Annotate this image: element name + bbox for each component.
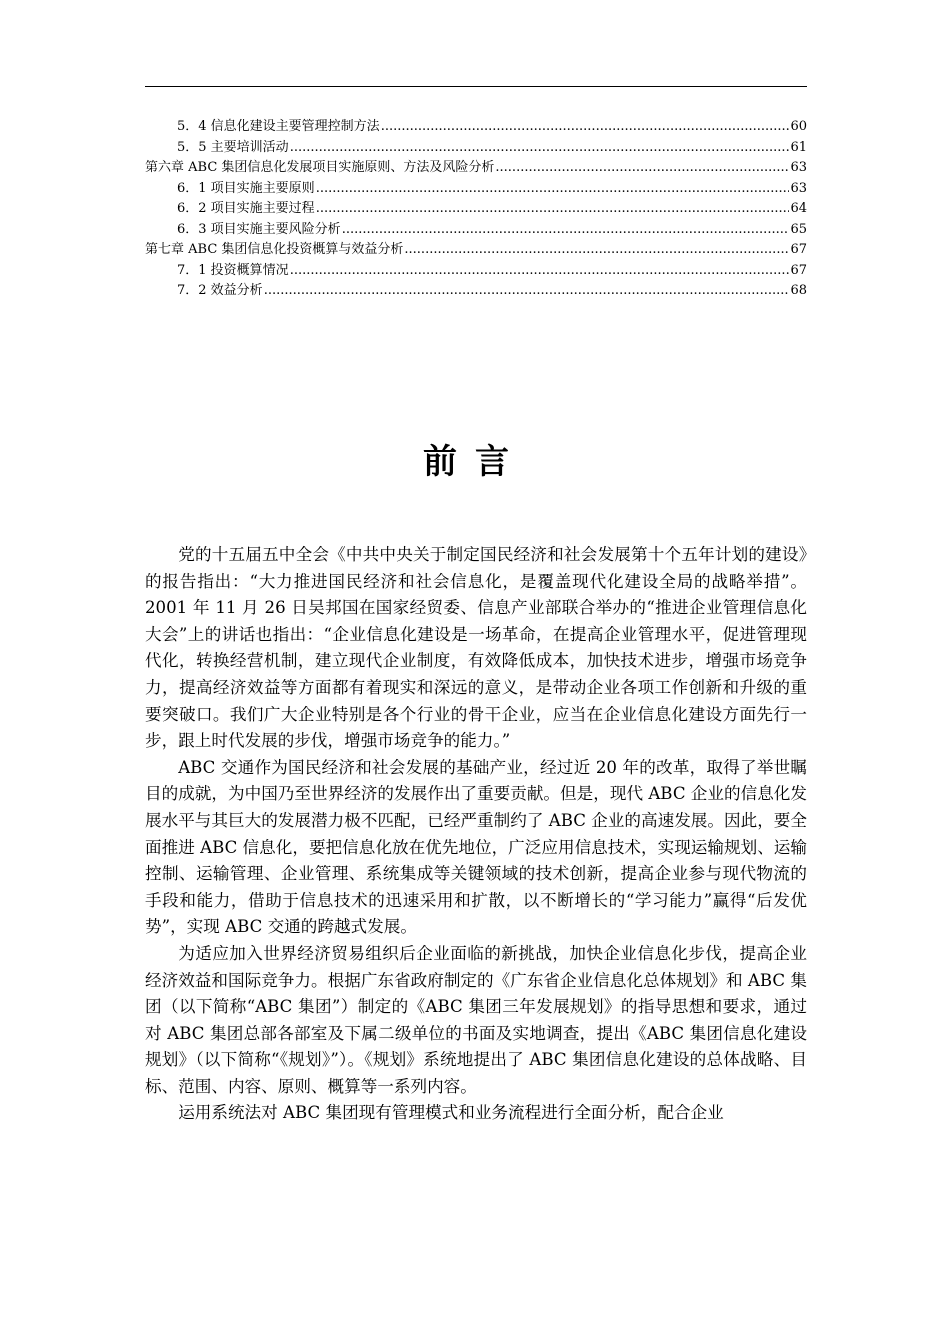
table-of-contents	[145, 117, 807, 302]
toc-entry[interactable]	[145, 138, 807, 159]
toc-entry-page: 63	[790, 180, 807, 196]
toc-dot-leader	[316, 179, 790, 200]
preface-paragraph: 为适应加入世界经济贸易组织后企业面临的新挑战，加快企业信息化步伐，提高企业经济效益和国际竞争力。根据广东省政府制定的《广东省企业信息化总体规划》和 ABC 集团（以下简称“ABC 集团”）制定的《ABC 集团三年发展规划》的指导思想和要求，通过对 ABC 集团总部各部室及下属二级单位的书面及实地调查，提出《ABC 集团信息化建设规划》（以下简称“《规划》”）。《规划》系统地提出了 ABC 集团信息化建设的总体战略、目标、范围、内容、原则、概算等一系列内容。	[145, 943, 807, 1096]
toc-entry-page: 64	[790, 201, 807, 216]
toc-entry[interactable]	[145, 199, 807, 220]
toc-entry[interactable]	[145, 261, 807, 282]
toc-entry[interactable]	[145, 240, 807, 261]
toc-dot-leader	[495, 158, 789, 179]
toc-entry-page: 67	[790, 262, 807, 278]
toc-entry[interactable]	[145, 220, 807, 241]
toc-entry-title: 7．2 效益分析	[177, 283, 263, 298]
toc-entry[interactable]	[145, 117, 807, 138]
toc-dot-leader	[404, 240, 789, 261]
preface-paragraph: 党的十五届五中全会《中共中央关于制定国民经济和社会发展第十个五年计划的建设》的报告指出：“大力推进国民经济和社会信息化，是覆盖现代化建设全局的战略举措”。2001 年 11 月 26 日吴邦国在国家经贸委、信息产业部联合举办的“推进企业管理信息化大会”上的讲话也指出：“企业信息化建设是一场革命，在提高企业管理水平，促进管理现代化，转换经营机制，建立现代企业制度，有效降低成本，加快技术进步，增强市场竞争力，提高经济效益等方面都有着现实和深远的意义，是带动企业各项工作创新和升级的重要突破口。我们广大企业特别是各个行业的骨干企业，应当在企业信息化建设方面先行一步，跟上时代发展的步伐，增强市场竞争的能力。”	[145, 545, 807, 751]
toc-entry-page: 61	[790, 139, 807, 155]
toc-entry-title: 6．2 项目实施主要过程	[177, 201, 315, 216]
toc-entry[interactable]	[145, 179, 807, 200]
toc-dot-leader	[264, 281, 790, 302]
toc-entry-page: 60	[790, 119, 807, 134]
toc-dot-leader	[290, 138, 790, 159]
header-rule	[145, 86, 807, 87]
toc-entry[interactable]	[145, 158, 807, 179]
toc-entry-title: 第六章 ABC 集团信息化发展项目实施原则、方法及风险分析	[145, 160, 495, 175]
toc-entry-page: 63	[790, 160, 807, 175]
toc-entry-page: 67	[790, 242, 807, 257]
toc-entry-page: 68	[790, 283, 807, 298]
toc-entry[interactable]	[145, 281, 807, 302]
preface-heading: 前言	[423, 441, 527, 482]
toc-dot-leader	[316, 199, 790, 220]
toc-entry-title: 7．1 投资概算情况	[177, 262, 289, 278]
toc-dot-leader	[290, 261, 790, 282]
toc-entry-page: 65	[790, 221, 807, 237]
toc-entry-title: 6．3 项目实施主要风险分析	[177, 221, 341, 237]
toc-dot-leader	[381, 117, 790, 138]
toc-entry-title: 6．1 项目实施主要原则	[177, 180, 315, 196]
toc-entry-title: 5．4 信息化建设主要管理控制方法	[177, 119, 380, 134]
toc-entry-title: 第七章 ABC 集团信息化投资概算与效益分析	[145, 242, 404, 257]
preface-paragraph: 运用系统法对 ABC 集团现有管理模式和业务流程进行全面分析，配合企业	[178, 1103, 724, 1123]
preface-body	[145, 542, 807, 1127]
preface-paragraph: ABC 交通作为国民经济和社会发展的基础产业，经过近 20 年的改革，取得了举世瞩目的成就，为中国乃至世界经济的发展作出了重要贡献。但是，现代 ABC 企业的信息化发展水平与其巨大的发展潜力极不匹配，已经严重制约了 ABC 企业的高速发展。因此，要全面推进 ABC 信息化，要把信息化放在优先地位，广泛应用信息技术，实现运输规划、运输控制、运输管理、企业管理、系统集成等关键领域的技术创新，提高企业参与现代物流的手段和能力，借助于信息技术的迅速采用和扩散，以不断增长的“学习能力”赢得“后发优势”，实现 ABC 交通的跨越式发展。	[145, 757, 807, 937]
toc-dot-leader	[342, 220, 790, 241]
toc-entry-title: 5．5 主要培训活动	[177, 139, 289, 155]
